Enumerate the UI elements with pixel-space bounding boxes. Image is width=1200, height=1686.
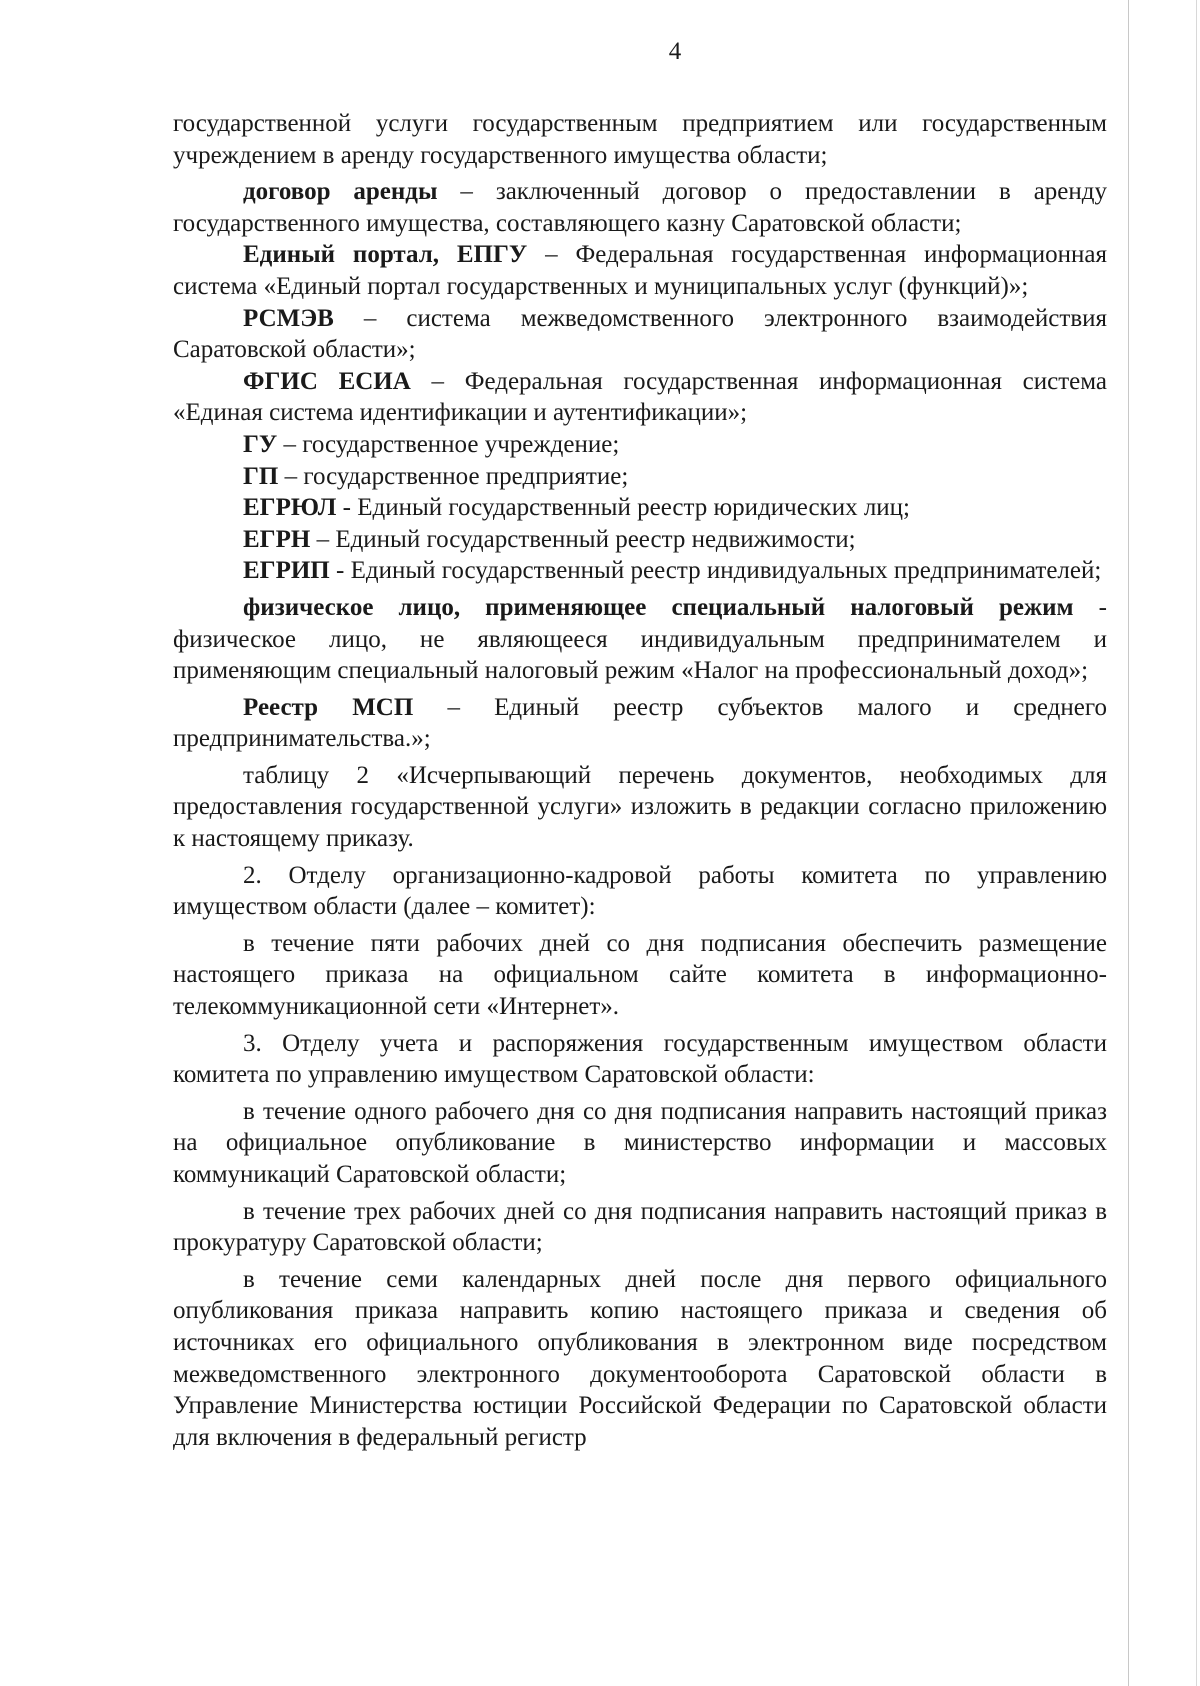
- defined-term: ГП: [243, 462, 279, 490]
- definition-paragraph: ГУ – государственное учреждение;: [243, 430, 620, 458]
- defined-term: ФГИС ЕСИА: [243, 367, 411, 395]
- paragraph: государственной услуги государственным предприятием или государственным учреждением в аренду государственного имущества области;: [173, 110, 1107, 169]
- paragraph: в течение одного рабочего дня со дня подписания направить настоящий приказ на официальное опубликование в министерство информации и массовых коммуникаций Саратовской области;: [173, 1097, 1107, 1188]
- definition-paragraph: ЕГРЮЛ - Единый государственный реестр юридических лиц;: [243, 494, 910, 522]
- definition-paragraph: ГП – государственное предприятие;: [243, 462, 629, 490]
- scan-edge-line: [1128, 0, 1129, 1686]
- defined-term: ГУ: [243, 430, 278, 458]
- definition-paragraph: договор аренды – заключенный договор о предоставлении в аренду государственного имущества, составляющего казну Саратовской области;: [173, 178, 1107, 237]
- defined-term: договор аренды: [243, 178, 438, 206]
- defined-term: ЕГРИП: [243, 557, 330, 585]
- scan-edge-line: [1196, 0, 1197, 1686]
- paragraph: 2. Отделу организационно-кадровой работы комитета по управлению имуществом области (далее – комитет):: [173, 861, 1107, 921]
- paragraph: в течение пяти рабочих дней со дня подписания обеспечить размещение настоящего приказа на официальном сайте комитета в информационно-телекоммуникационной сети «Интернет».: [173, 929, 1107, 1021]
- paragraph: в течение трех рабочих дней со дня подписания направить настоящий приказ в прокуратуру Саратовской области;: [173, 1197, 1107, 1257]
- definition-paragraph: ФГИС ЕСИА – Федеральная государственная информационная система «Единая система идентификации и аутентификации»;: [173, 367, 1107, 427]
- defined-term: ЕГРЮЛ: [243, 494, 337, 522]
- defined-term: РСМЭВ: [243, 304, 334, 332]
- paragraph: в течение семи календарных дней после дня первого официального опубликования приказа направить копию настоящего приказа и сведения об источниках его официального опубликования в электронном виде посредством межведомственного электронного документооборота Саратовской области в Управление Министерства юстиции Российской Федерации по Саратовской области для включения в федеральный регистр: [173, 1265, 1107, 1451]
- definition-paragraph: РСМЭВ – система межведомственного электронного взаимодействия Саратовской области»;: [173, 304, 1107, 364]
- definition-paragraph: ЕГРН – Единый государственный реестр недвижимости;: [243, 525, 856, 553]
- defined-term: Единый портал, ЕПГУ: [243, 241, 528, 269]
- paragraph: 3. Отделу учета и распоряжения государственным имуществом области комитета по управлению имуществом Саратовской области:: [173, 1029, 1107, 1089]
- defined-term: Реестр МСП: [243, 693, 414, 721]
- page-number: 4: [668, 38, 682, 65]
- definition-paragraph: физическое лицо, применяющее специальный налоговый режим - физическое лицо, не являющееся индивидуальным предпринимателем и применяющим специальный налоговый режим «Налог на профессиональный доход»;: [173, 593, 1107, 685]
- definition-paragraph: Единый портал, ЕПГУ – Федеральная государственная информационная система «Единый портал государственных и муниципальных услуг (функций)»;: [173, 241, 1107, 300]
- paragraph: таблицу 2 «Исчерпывающий перечень документов, необходимых для предоставления государственной услуги» изложить в редакции согласно приложению к настоящему приказу.: [173, 761, 1107, 853]
- defined-term: ЕГРН: [243, 525, 311, 553]
- definition-paragraph: Реестр МСП – Единый реестр субъектов малого и среднего предпринимательства.»;: [173, 693, 1107, 753]
- document-body: [173, 108, 1107, 1453]
- definition-paragraph: ЕГРИП - Единый государственный реестр индивидуальных предпринимателей;: [243, 557, 1102, 585]
- defined-term: физическое лицо, применяющее специальный налоговый режим: [243, 593, 1074, 621]
